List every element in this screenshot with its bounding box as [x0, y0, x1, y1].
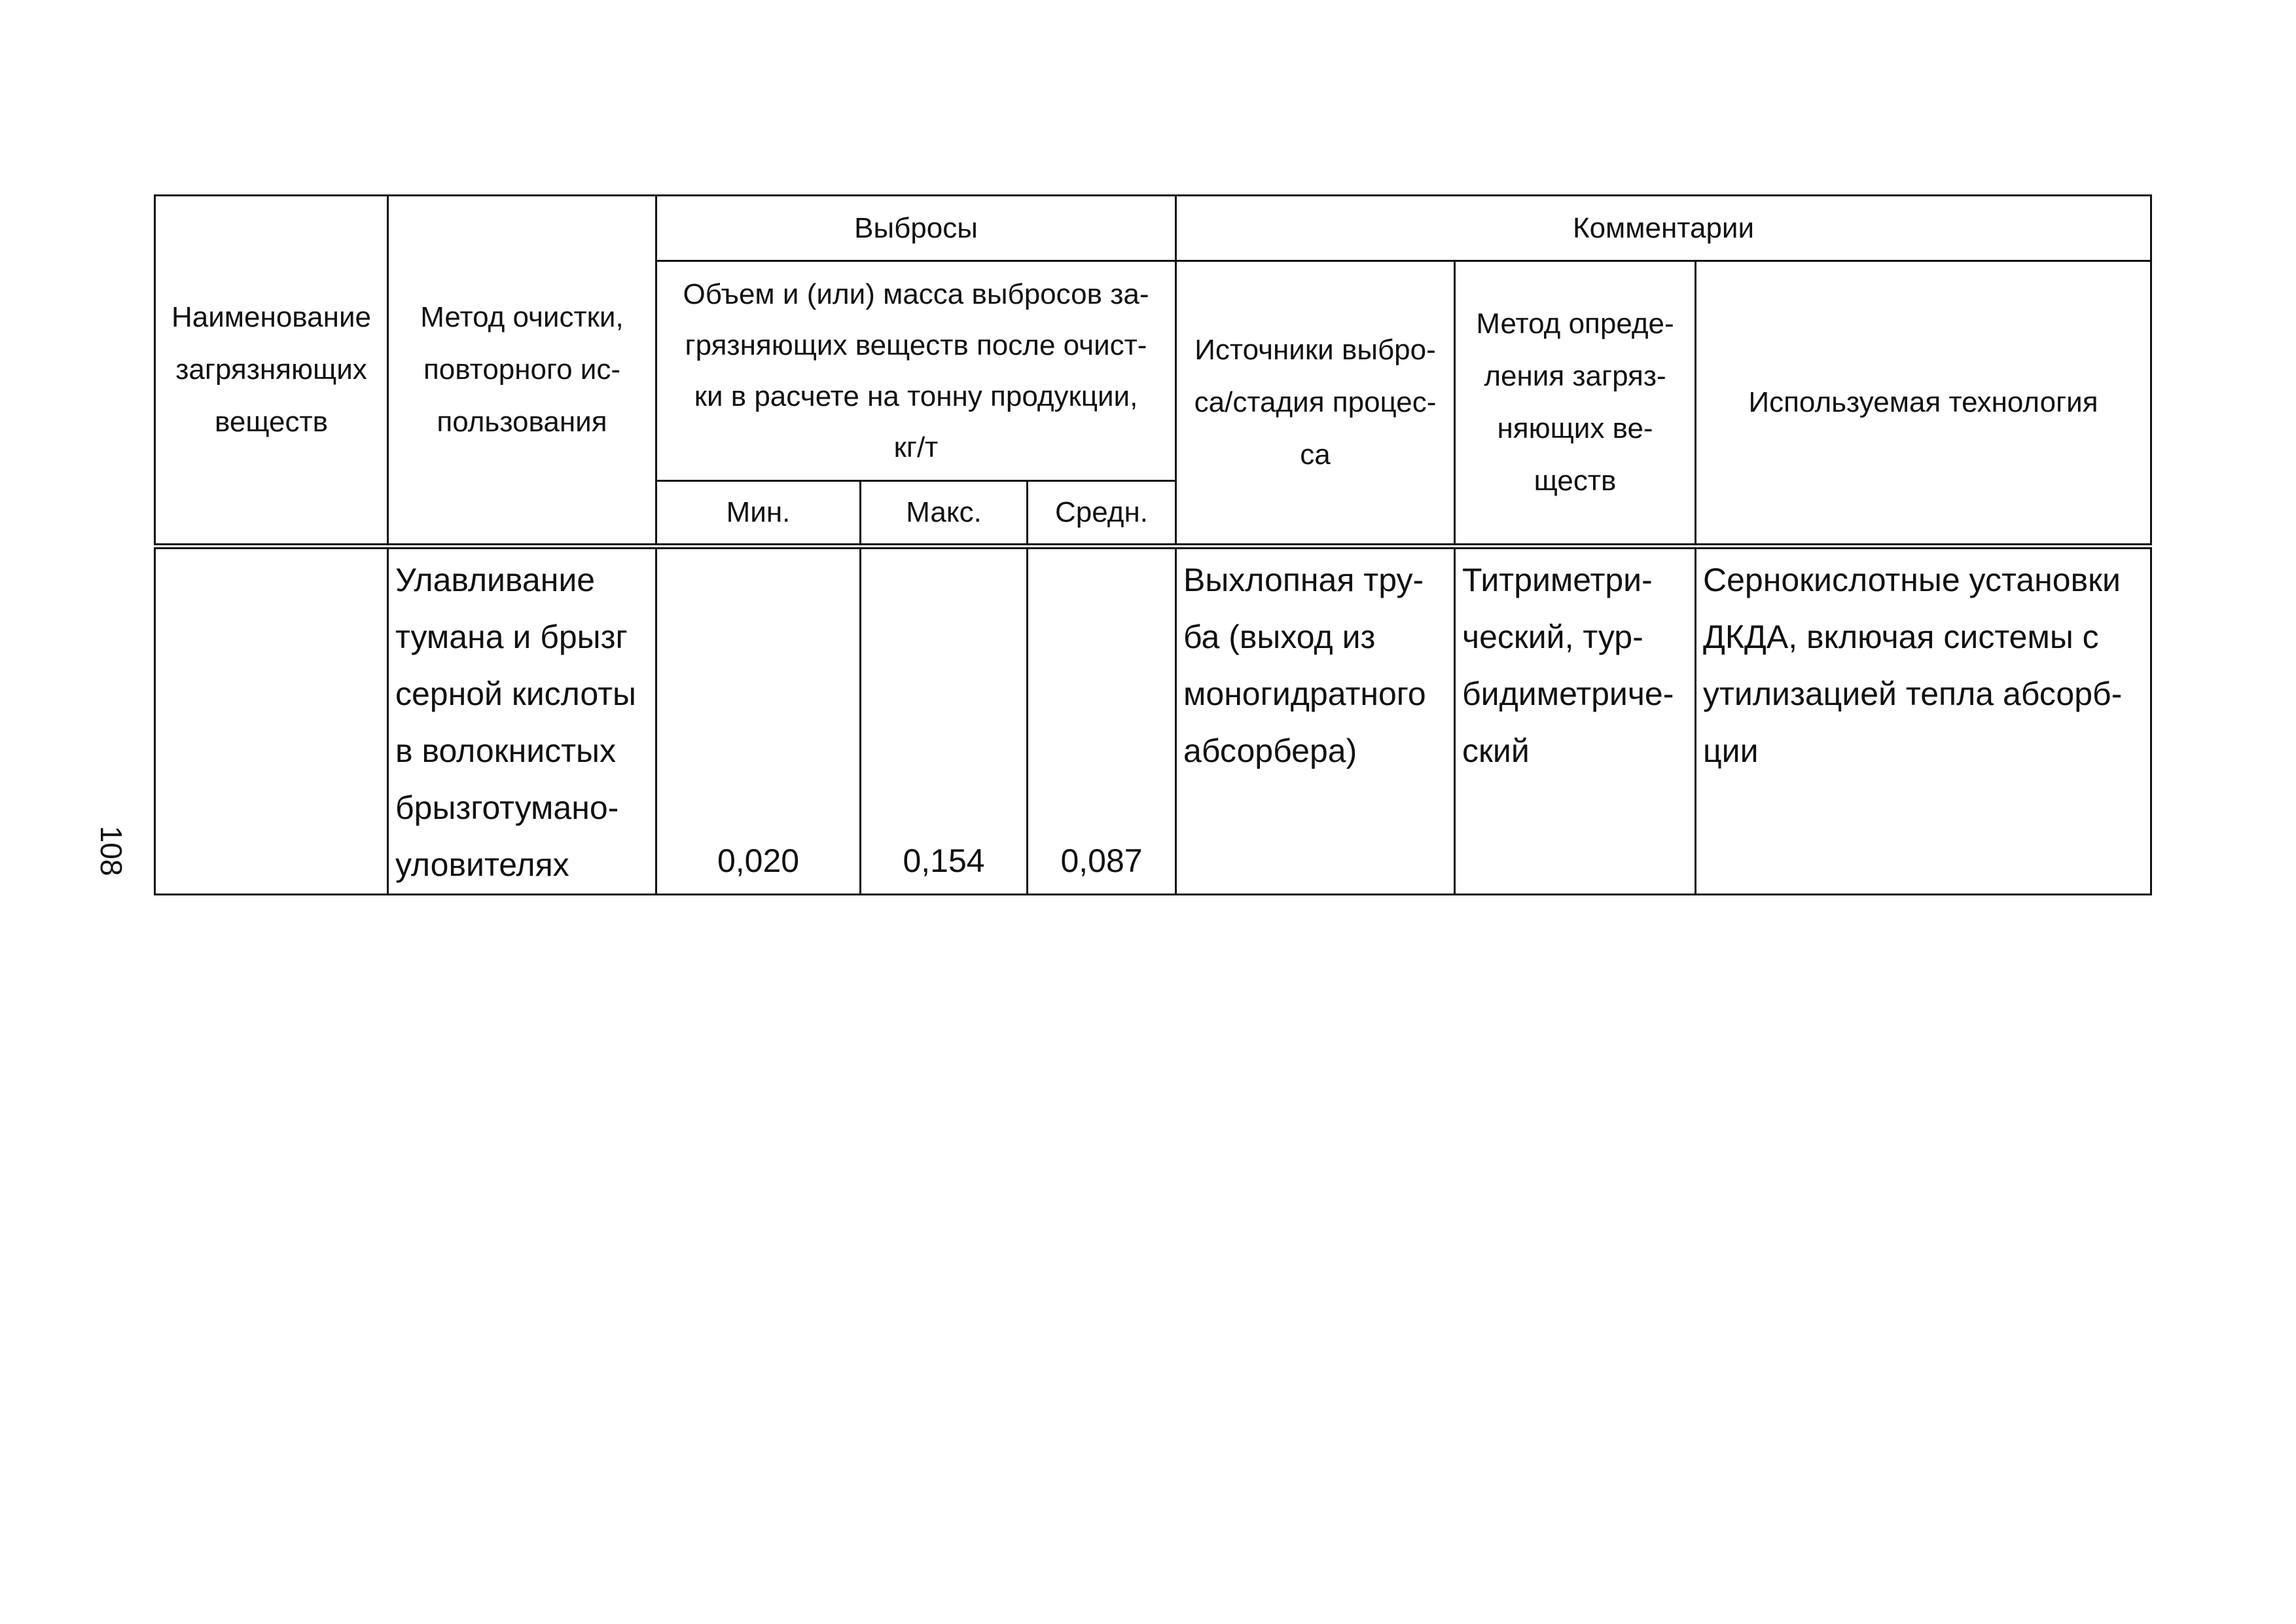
- cell-min: 0,020: [656, 547, 861, 895]
- emissions-table: [154, 194, 2152, 895]
- cell-emission-sources: Выхлопная тру- ба (выход из моногидратного абсорбера): [1176, 547, 1455, 895]
- header-row-1: [155, 196, 2151, 261]
- cell-pollutant-name: [155, 547, 388, 895]
- cell-max: 0,154: [861, 547, 1028, 895]
- header-pollutant-name: Наименование загрязняющих веществ: [155, 196, 388, 547]
- cell-cleaning-method: Улавливание тумана и брызг серной кислоты в волокнистых брызготумано- уловителях: [388, 547, 656, 895]
- header-emission-sources: Источники выбро- са/стадия процес- са: [1176, 261, 1455, 547]
- page-number: 108: [94, 825, 128, 876]
- header-emissions-mass: Объем и (или) масса выбросов за- грязняющих веществ после очист- ки в расчете на тонну продукции, кг/т: [656, 261, 1176, 481]
- header-determination-method: Метод опреде- ления загряз- няющих ве- ществ: [1455, 261, 1696, 547]
- header-max: Макс.: [861, 481, 1028, 547]
- header-avg: Средн.: [1028, 481, 1176, 547]
- cell-technology: Сернокислотные установки ДКДА, включая системы с утилизацией тепла абсорб- ции: [1696, 547, 2151, 895]
- header-comments-group: Комментарии: [1176, 196, 2151, 261]
- cell-avg: 0,087: [1028, 547, 1176, 895]
- header-cleaning-method: Метод очистки, повторного ис- пользования: [388, 196, 656, 547]
- table-row: [155, 547, 2151, 895]
- header-technology: Используемая технология: [1696, 261, 2151, 547]
- cell-determination-method: Титриметри- ческий, тур- бидиметриче- ский: [1455, 547, 1696, 895]
- header-emissions-group: Выбросы: [656, 196, 1176, 261]
- header-min: Мин.: [656, 481, 861, 547]
